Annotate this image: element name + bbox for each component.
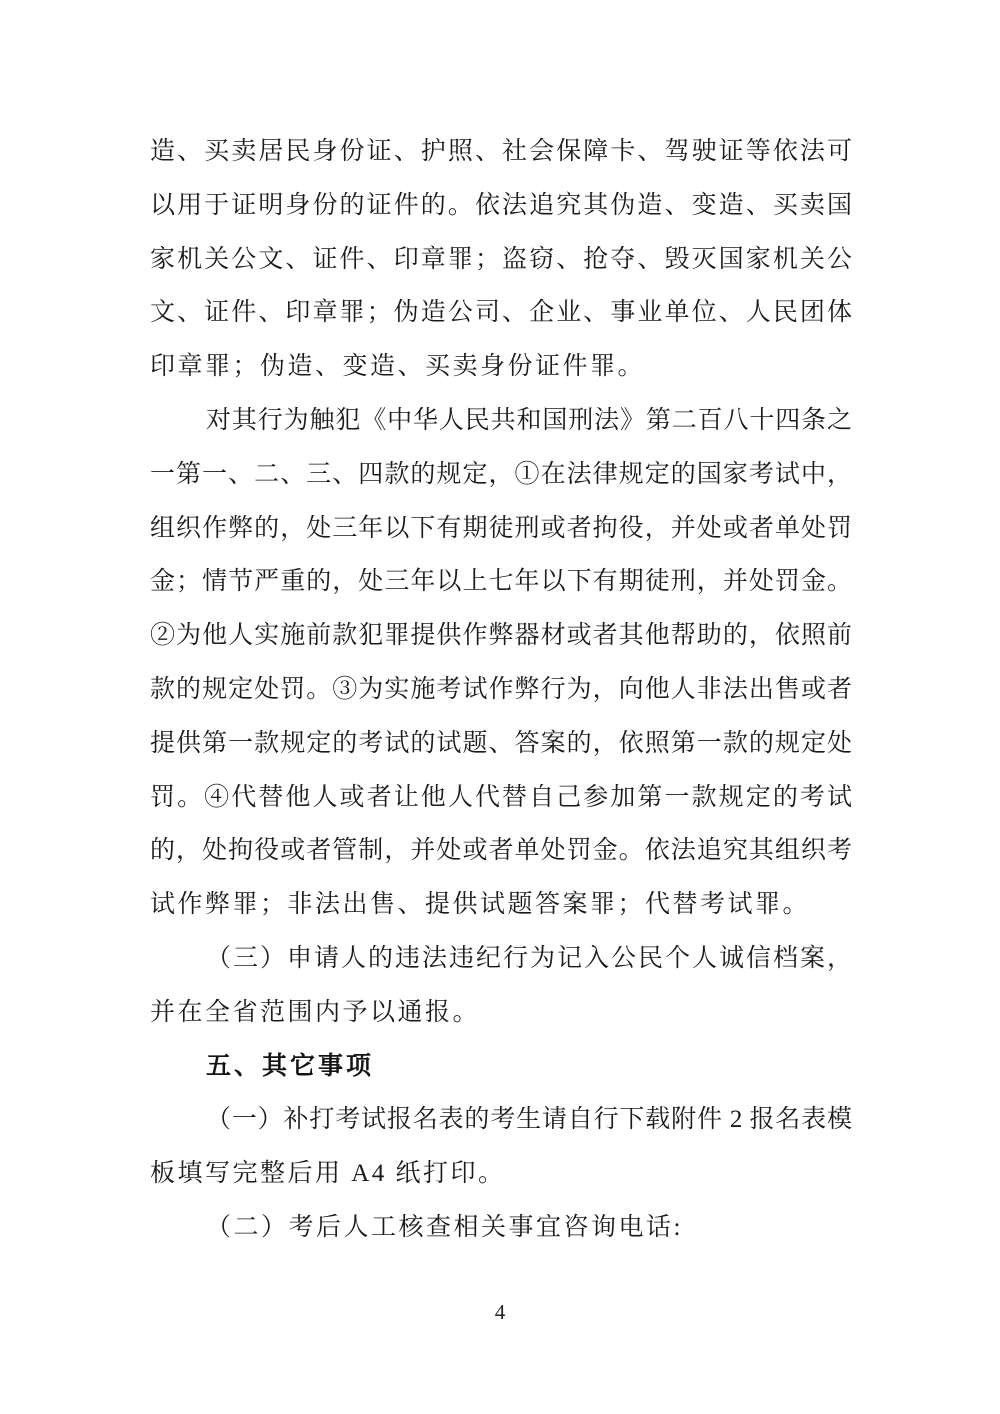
page-number: 4 bbox=[494, 1300, 506, 1324]
text-line: 款的规定处罚。③为实施考试作弊行为，向他人非法出售或者 bbox=[150, 675, 852, 703]
text-line: 一第一、二、三、四款的规定，①在法律规定的国家考试中， bbox=[150, 460, 852, 488]
text-line: （一）补打考试报名表的考生请自行下载附件 2 报名表模 bbox=[206, 1106, 852, 1134]
text-line: 并在全省范围内予以通报。 bbox=[150, 998, 481, 1026]
text-line: 家机关公文、证件、印章罪；盗窃、抢夺、毁灭国家机关公 bbox=[150, 245, 852, 273]
text-line: 组织作弊的，处三年以下有期徒刑或者拘役，并处或者单处罚 bbox=[150, 514, 852, 542]
text-line: 试作弊罪；非法出售、提供试题答案罪；代替考试罪。 bbox=[150, 891, 811, 919]
text-line: 对其行为触犯《中华人民共和国刑法》第二百八十四条之 bbox=[206, 406, 852, 434]
text-line: （三）申请人的违法违纪行为记入公民个人诚信档案， bbox=[206, 944, 852, 972]
document-body bbox=[150, 125, 852, 1255]
text-line: （二）考后人工核查相关事宜咨询电话: bbox=[206, 1213, 683, 1241]
text-line: 的，处拘役或者管制，并处或者单处罚金。依法追究其组织考 bbox=[150, 837, 852, 865]
text-line: 造、买卖居民身份证、护照、社会保障卡、驾驶证等依法可 bbox=[150, 138, 852, 165]
section-heading: 五、其它事项 bbox=[206, 1051, 375, 1080]
text-line: 文、证件、印章罪；伪造公司、企业、事业单位、人民团体 bbox=[150, 299, 852, 327]
text-line: 罚。④代替他人或者让他人代替自己参加第一款规定的考试 bbox=[150, 783, 852, 811]
text-line: 板填写完整后用 A4 纸打印。 bbox=[150, 1160, 506, 1188]
text-line: 印章罪；伪造、变造、买卖身份证件罪。 bbox=[150, 353, 646, 381]
text-line: 以用于证明身份的证件的。依法追究其伪造、变造、买卖国 bbox=[150, 191, 852, 219]
text-line: ②为他人实施前款犯罪提供作弊器材或者其他帮助的，依照前 bbox=[150, 622, 852, 650]
text-line: 提供第一款规定的考试的试题、答案的，依照第一款的规定处 bbox=[150, 729, 852, 757]
text-line: 金；情节严重的，处三年以上七年以下有期徒刑，并处罚金。 bbox=[150, 568, 852, 596]
